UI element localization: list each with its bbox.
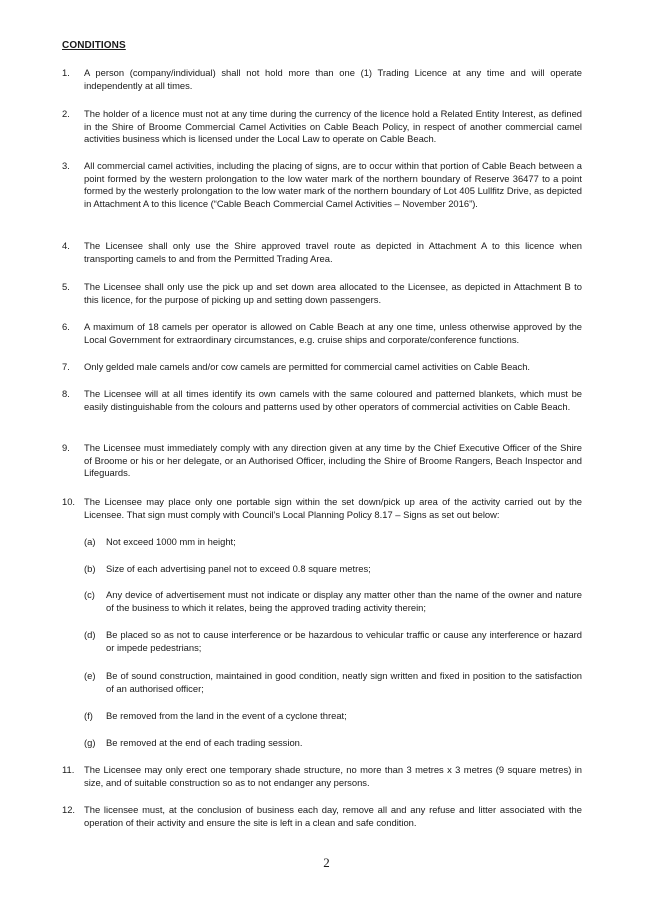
sign-condition-letter: (a) (84, 536, 96, 547)
condition-number: 9. (62, 442, 70, 453)
sign-condition-letter: (b) (84, 563, 96, 574)
condition-6 (62, 321, 582, 346)
condition-text: The holder of a licence must not at any time during the currency of the licence hold a Related Entity Interest, as defined in the Shire of Broome Commercial Camel Activities on Cable Beach Policy, in respect of another commercial camel activities business which is licensed under the Local Law to operate on Cable Beach. (84, 108, 582, 145)
condition-12 (62, 804, 582, 829)
condition-4 (62, 240, 582, 265)
condition-number: 3. (62, 160, 70, 171)
sign-condition-text: Be removed from the land in the event of a cyclone threat; (106, 710, 347, 721)
page-number: 2 (323, 855, 330, 870)
sign-condition-c (84, 589, 582, 614)
sign-condition-letter: (e) (84, 670, 96, 681)
condition-11 (62, 764, 582, 789)
conditions-heading: CONDITIONS (62, 40, 126, 51)
sign-condition-d (84, 629, 582, 654)
condition-9 (62, 442, 582, 480)
sign-condition-text: Be of sound construction, maintained in good condition, neatly sign written and fixed in position to the satisfaction of an authorised officer; (106, 670, 582, 694)
sign-condition-g (84, 737, 582, 750)
sign-condition-text: Any device of advertisement must not indicate or display any matter other than the name of the owner and nature of the business to which it relates, being the approved trading activity therein; (106, 589, 582, 613)
sign-condition-text: Size of each advertising panel not to exceed 0.8 square metres; (106, 563, 371, 574)
condition-text: The Licensee may only erect one temporary shade structure, no more than 3 metres x 3 metres (9 square metres) in size, and of suitable construction so as to not endanger any persons. (84, 764, 582, 788)
sign-condition-letter: (d) (84, 629, 96, 640)
condition-number: 12. (62, 804, 76, 815)
sign-condition-letter: (g) (84, 737, 96, 748)
condition-text: All commercial camel activities, including the placing of signs, are to occur within that portion of Cable Beach between a point formed by the western prolongation to the low water mark of the northern boundary of Reserve 36477 to a point formed by the westerly prolongation to the low water mark of the northern boundary of Lot 405 Lullfitz Drive, as depicted in Attachment A to this licence (“Cable Beach Commercial Camel Activities – November 2016”). (84, 160, 582, 209)
condition-text: A person (company/individual) shall not hold more than one (1) Trading Licence at any time and will operate independently at all times. (84, 67, 582, 91)
condition-1 (62, 67, 582, 92)
sign-condition-f (84, 710, 582, 723)
condition-text: Only gelded male camels and/or cow camels are permitted for commercial camel activities on Cable Beach. (84, 361, 531, 372)
condition-8 (62, 388, 582, 413)
sign-condition-b (84, 563, 582, 576)
condition-text: The Licensee must immediately comply with any direction given at any time by the Chief Executive Officer of the Shire of Broome or his or her delegate, or an Authorised Officer, including the Shire of Broome Rangers, Beach Inspector and Lifeguards. (84, 442, 582, 479)
sign-condition-text: Be placed so as not to cause interference or be hazardous to vehicular traffic or cause any interference or hazard or impede pedestrians; (106, 629, 582, 653)
condition-number: 11. (62, 764, 75, 775)
condition-10 (62, 496, 582, 521)
condition-number: 6. (62, 321, 70, 332)
condition-number: 4. (62, 240, 70, 251)
condition-number: 7. (62, 361, 70, 372)
condition-text: The Licensee shall only use the Shire approved travel route as depicted in Attachment A to this licence when transporting camels to and from the Permitted Trading Area. (84, 240, 582, 264)
condition-text: The licensee must, at the conclusion of business each day, remove all and any refuse and litter associated with the operation of their activity and ensure the site is left in a clean and safe condition. (84, 804, 582, 828)
condition-text: A maximum of 18 camels per operator is allowed on Cable Beach at any one time, unless otherwise approved by the Local Government for extraordinary circumstances, e.g. cruise ships and corporate/conference functions. (84, 321, 582, 345)
condition-number: 10. (62, 496, 76, 507)
sign-condition-text: Be removed at the end of each trading session. (106, 737, 303, 748)
condition-number: 2. (62, 108, 70, 119)
condition-text: The Licensee may place only one portable sign within the set down/pick up area of the activity carried out by the Licensee. That sign must comply with Council’s Local Planning Policy 8.17 – Signs as set out below: (84, 496, 582, 520)
sign-condition-e (84, 670, 582, 695)
condition-3 (62, 160, 582, 210)
condition-5 (62, 281, 582, 306)
sign-condition-a (84, 536, 582, 549)
condition-7 (62, 361, 582, 374)
condition-2 (62, 108, 582, 146)
condition-number: 1. (62, 67, 70, 78)
condition-number: 5. (62, 281, 70, 292)
condition-text: The Licensee shall only use the pick up and set down area allocated to the Licensee, as depicted in Attachment B to this licence, for the purpose of picking up and setting down passengers. (84, 281, 582, 305)
condition-number: 8. (62, 388, 70, 399)
sign-condition-letter: (c) (84, 589, 95, 600)
condition-text: The Licensee will at all times identify its own camels with the same coloured and patterned blankets, which must be easily distinguishable from the colours and patterns used by other operators of commercial activities on Cable Beach. (84, 388, 582, 412)
sign-condition-text: Not exceed 1000 mm in height; (106, 536, 236, 547)
sign-condition-letter: (f) (84, 710, 93, 721)
